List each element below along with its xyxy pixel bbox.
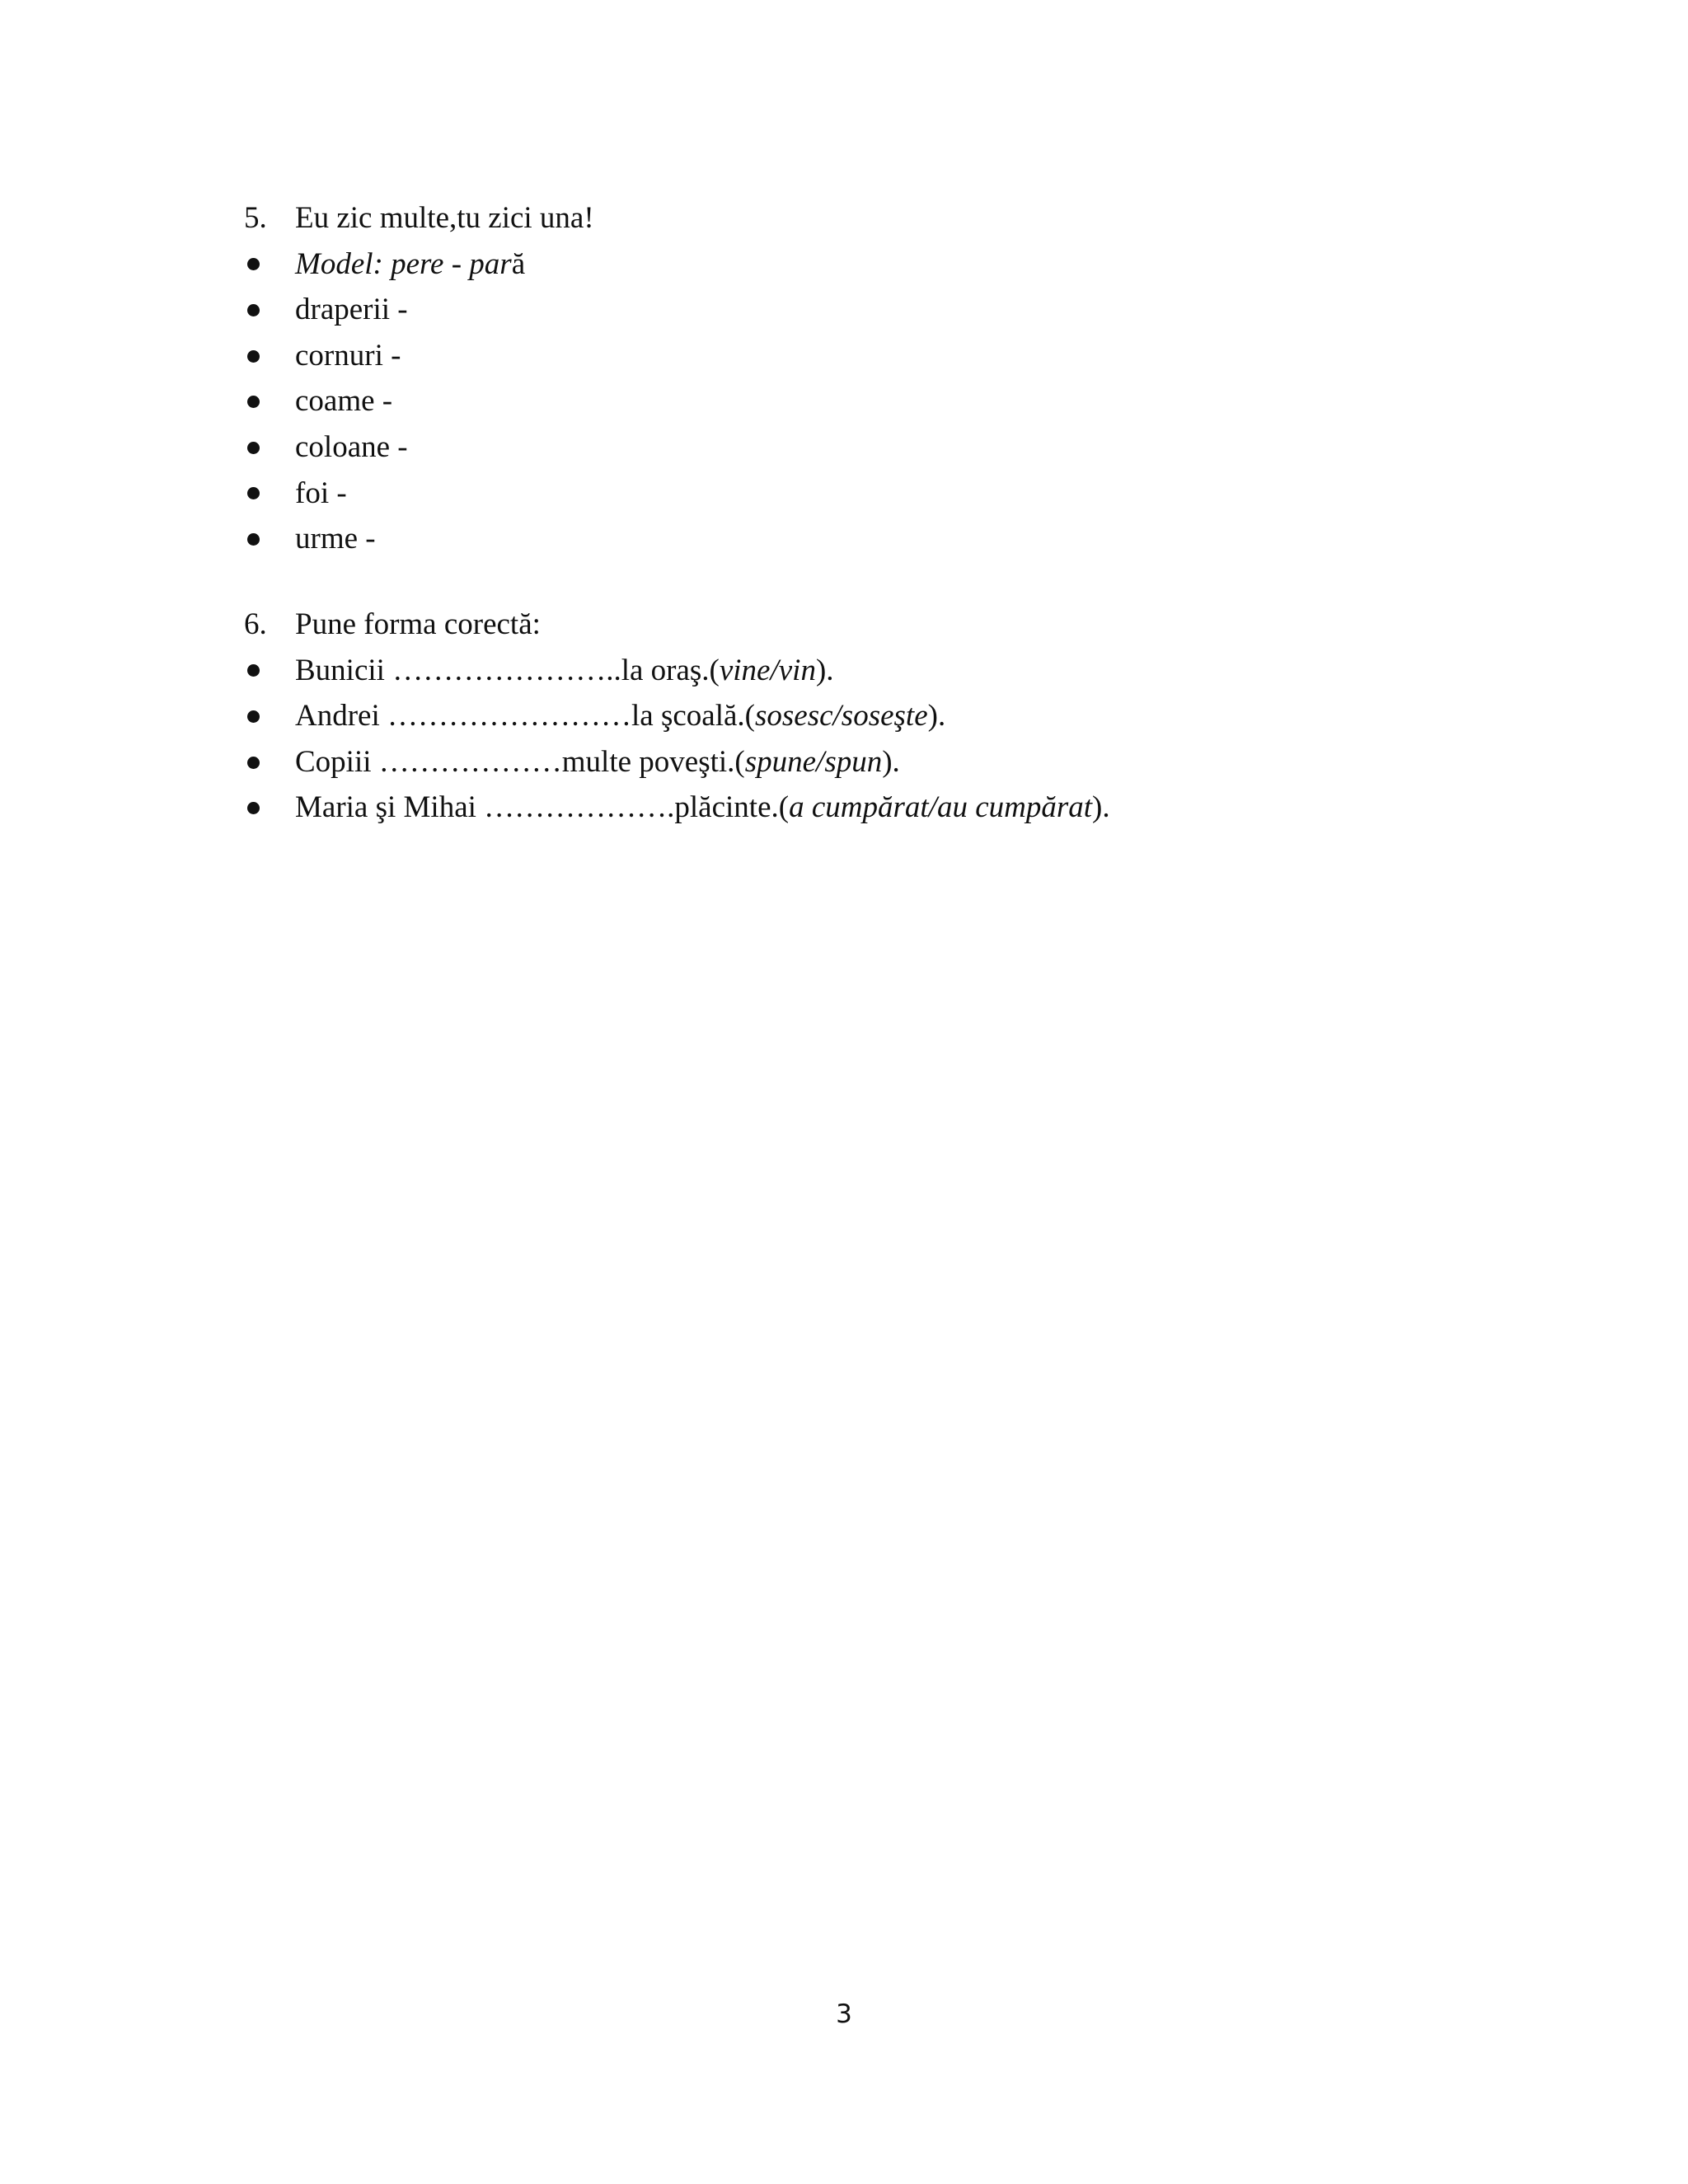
sentence-options: vine/vin bbox=[719, 653, 816, 687]
bullet-icon bbox=[247, 350, 260, 363]
sentence-text bbox=[295, 739, 900, 785]
exercise-5-heading bbox=[244, 195, 1563, 241]
sentence-after: ). bbox=[815, 653, 834, 687]
sentence-text bbox=[295, 648, 834, 694]
sentence-before: Copiii ………………multe poveşti.( bbox=[295, 744, 745, 779]
sentence-item bbox=[244, 785, 1563, 831]
list-item bbox=[244, 424, 1563, 471]
sentence-after: ). bbox=[1092, 790, 1110, 825]
bullet-icon bbox=[247, 442, 260, 454]
model-text bbox=[295, 241, 525, 288]
word-item: urme - bbox=[295, 522, 376, 556]
exercise-6-title: Pune forma corectă: bbox=[295, 607, 541, 641]
bullet-icon bbox=[247, 304, 260, 316]
bullet-icon bbox=[247, 802, 260, 814]
bullet-icon bbox=[247, 757, 260, 769]
bullet-icon bbox=[247, 710, 260, 723]
bullet-icon bbox=[247, 533, 260, 546]
bullet-icon bbox=[247, 258, 260, 270]
list-item bbox=[244, 471, 1563, 517]
exercise-6-number: 6. bbox=[244, 607, 267, 641]
exercise-5-number: 5. bbox=[244, 201, 267, 235]
list-item bbox=[244, 333, 1563, 379]
list-item bbox=[244, 378, 1563, 424]
sentence-before: Andrei ……………………la şcoală.( bbox=[295, 699, 755, 733]
sentence-item bbox=[244, 739, 1563, 785]
sentence-text bbox=[295, 785, 1110, 831]
page-number: 3 bbox=[836, 1999, 852, 2029]
list-item bbox=[244, 516, 1563, 562]
sentence-options: sosesc/soseşte bbox=[754, 699, 928, 733]
word-item: coloane - bbox=[295, 429, 408, 464]
bullet-icon bbox=[247, 664, 260, 677]
sentence-options: spune/spun bbox=[744, 744, 883, 779]
exercise-6-heading bbox=[244, 602, 1563, 648]
sentence-text bbox=[295, 693, 945, 739]
bullet-icon bbox=[247, 487, 260, 499]
bullet-icon bbox=[247, 396, 260, 408]
model-italic: Model: pere - par bbox=[295, 246, 512, 281]
word-item: foi - bbox=[295, 476, 347, 510]
exercise-5-model bbox=[244, 241, 1563, 288]
sentence-before: Maria şi Mihai ……………….plăcinte.( bbox=[295, 790, 790, 825]
exercise-5-title: Eu zic multe,tu zici una! bbox=[295, 201, 594, 235]
sentence-after: ). bbox=[882, 744, 900, 779]
word-item: coame - bbox=[295, 384, 393, 419]
sentence-item bbox=[244, 693, 1563, 739]
sentence-item bbox=[244, 648, 1563, 694]
sentence-options: a cumpărat/au cumpărat bbox=[789, 790, 1093, 825]
word-item: draperii - bbox=[295, 293, 408, 327]
sentence-before: Bunicii …………………..la oraş.( bbox=[295, 653, 720, 687]
list-item bbox=[244, 287, 1563, 333]
sentence-after: ). bbox=[927, 699, 946, 733]
exercise-5 bbox=[244, 195, 1563, 562]
model-suffix: ă bbox=[511, 246, 526, 281]
word-item: cornuri - bbox=[295, 338, 401, 373]
exercise-6 bbox=[244, 602, 1563, 831]
